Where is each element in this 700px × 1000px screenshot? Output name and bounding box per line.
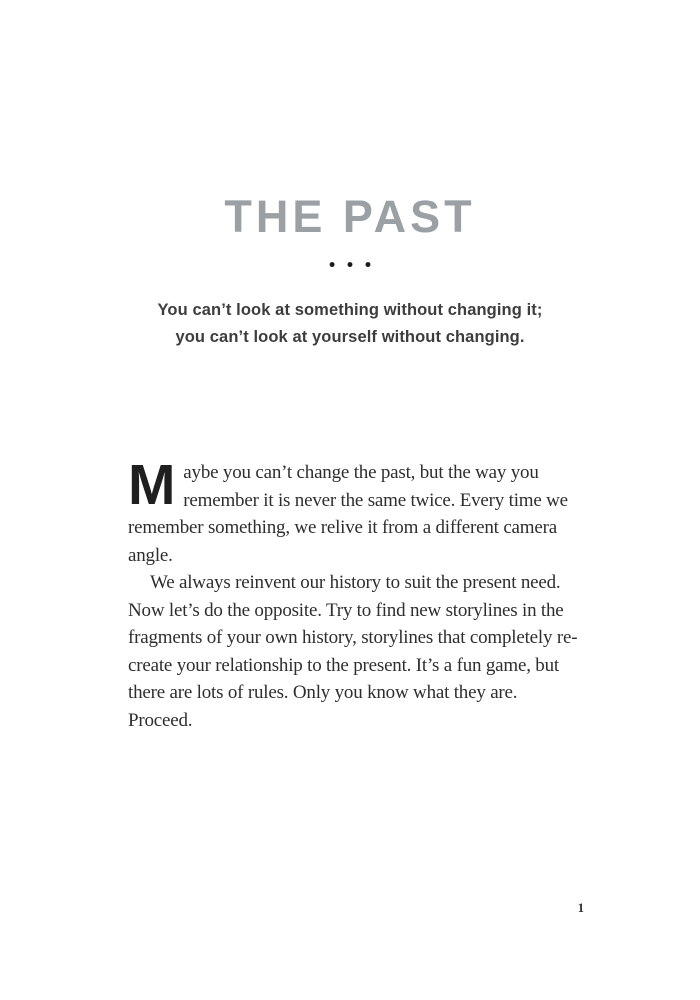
section-divider-dots: ••• xyxy=(327,258,382,274)
body-text xyxy=(128,453,580,734)
paragraph-1-text: aybe you can’t change the past, but the way you remember it is never the same twice. Every time we remember something, we relive it from a different camera angle. xyxy=(128,462,568,566)
epigraph-line-2: you can’t look at yourself without changing. xyxy=(175,328,525,346)
epigraph xyxy=(0,297,700,351)
page-number: 1 xyxy=(577,901,584,915)
epigraph-line-1: You can’t look at something without changing it; xyxy=(157,301,543,319)
dropcap-letter: M xyxy=(128,453,176,517)
chapter-title: THE PAST xyxy=(224,191,476,242)
paragraph-1 xyxy=(128,453,580,569)
paragraph-2: We always reinvent our history to suit the present need. Now let’s do the opposite. Try to find new storylines in the fragments of your own history, storylines that completely re-create your relationship to the present. It’s a fun game, but there are lots of rules. Only you know what they are. Proceed. xyxy=(128,572,578,731)
